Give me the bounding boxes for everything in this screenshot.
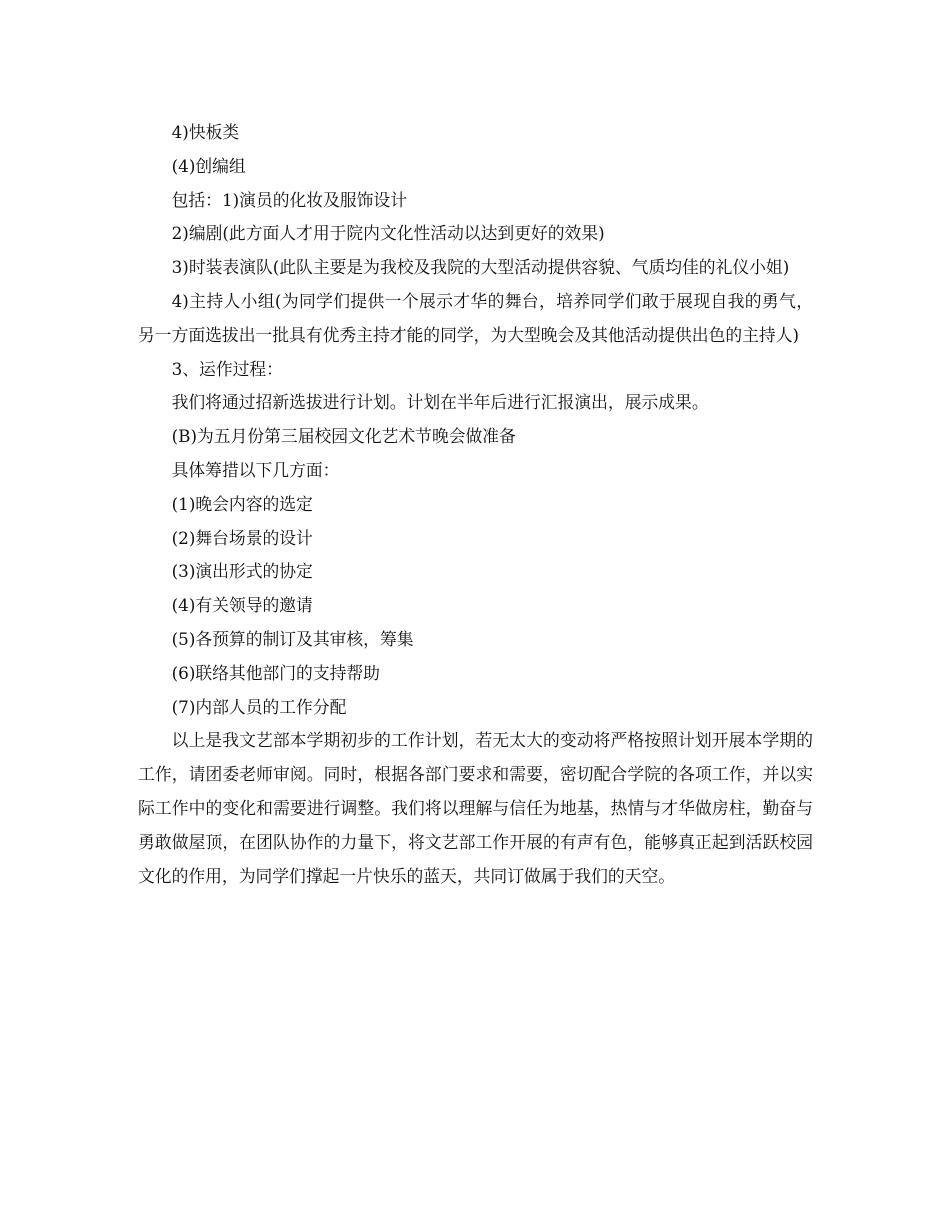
paragraph-item-screenwriting: 2)编剧(此方面人才用于院内文化性活动以达到更好的效果) bbox=[171, 223, 605, 244]
paragraph-conclusion: 以上是我文艺部本学期初步的工作计划，若无太大的变动将严格按照计划开展本学期的工作，请团委老师审阅。同时，根据各部门要求和需要，密切配合学院的各项工作，并以实际工作中的变化和需要进行调整。我们将以理解与信任为地基，热情与才华做房柱，勤奋与勇敢做屋顶，在团队协作的力量下，将文艺部工作开展的有声有色，能够真正起到活跃校园文化的作用，为同学们撑起一片快乐的蓝天，共同订做属于我们的天空。 bbox=[138, 730, 813, 886]
paragraph-item-quick-board: 4)快板类 bbox=[171, 122, 240, 142]
paragraph-prep-item-4: (4)有关领导的邀请 bbox=[171, 595, 313, 616]
paragraph-item-fashion-team: 3)时装表演队(此队主要是为我校及我院的大型活动提供容貌、气质均佳的礼仪小姐) bbox=[171, 257, 790, 278]
paragraph-prep-item-2: (2)舞台场景的设计 bbox=[171, 527, 313, 548]
paragraph-prep-item-6: (6)联络其他部门的支持帮助 bbox=[171, 662, 380, 683]
paragraph-prep-item-1: (1)晚会内容的选定 bbox=[171, 493, 313, 514]
document-body bbox=[138, 116, 813, 893]
paragraph-prep-item-5: (5)各预算的制订及其审核，筹集 bbox=[171, 628, 414, 649]
paragraph-prep-item-3: (3)演出形式的协定 bbox=[171, 561, 313, 582]
paragraph-item-makeup-design: 包括：1)演员的化妆及服饰设计 bbox=[171, 189, 407, 210]
paragraph-item-host-group: 4)主持人小组(为同学们提供一个展示才华的舞台，培养同学们敢于展现自我的勇气，另一方面选拔出一批具有优秀主持才能的同学，为大型晚会及其他活动提供出色的主持人) bbox=[138, 290, 813, 345]
paragraph-section-creative-group: (4)创编组 bbox=[171, 155, 246, 176]
paragraph-section-festival-prep: (B)为五月份第三届校园文化艺术节晚会做准备 bbox=[171, 426, 516, 447]
paragraph-heading-operation-process: 3、运作过程： bbox=[171, 358, 283, 379]
paragraph-prep-intro: 具体筹措以下几方面： bbox=[171, 459, 340, 480]
paragraph-prep-item-7: (7)内部人员的工作分配 bbox=[171, 696, 347, 717]
paragraph-operation-plan: 我们将通过招新选拔进行计划。计划在半年后进行汇报演出，展示成果。 bbox=[171, 392, 709, 413]
